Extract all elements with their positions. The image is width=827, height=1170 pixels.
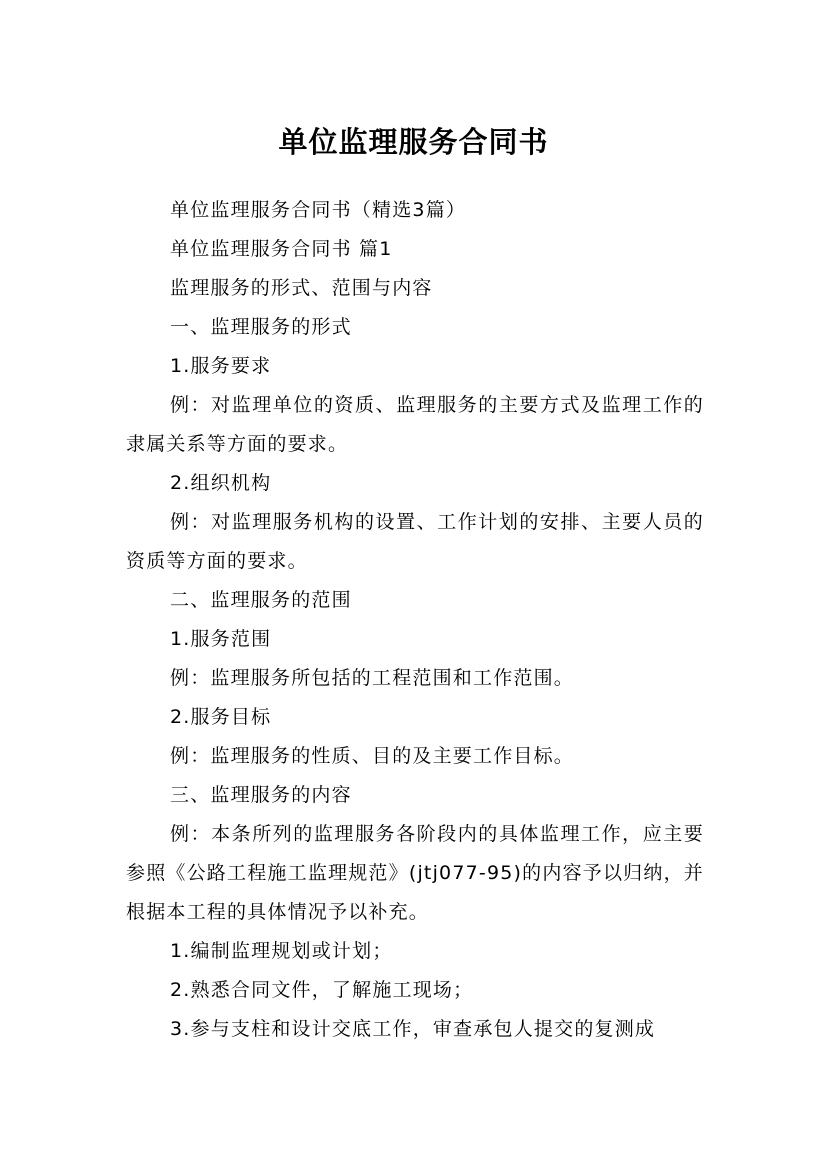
- subsection-heading: 1.服务要求: [170, 355, 272, 377]
- list-item: 2.熟悉合同文件，了解施工现场；: [170, 979, 474, 1001]
- list-item: 3.参与支柱和设计交底工作，审查承包人提交的复测成: [170, 1018, 656, 1040]
- paragraph: 例：对监理单位的资质、监理服务的主要方式及监理工作的隶属关系等方面的要求。: [126, 394, 704, 455]
- list-item: 1.编制监理规划或计划；: [170, 940, 393, 962]
- subsection-heading: 2.服务目标: [170, 706, 272, 728]
- paragraph: 单位监理服务合同书（精选3篇）: [170, 199, 467, 221]
- paragraph: 例：对监理服务机构的设置、工作计划的安排、主要人员的资质等方面的要求。: [126, 511, 704, 572]
- document-body: [126, 191, 704, 1049]
- paragraph: 例：本条所列的监理服务各阶段内的具体监理工作，应主要参照《公路工程施工监理规范》(jtj077-95)的内容予以归纳，并根据本工程的具体情况予以补充。: [126, 823, 704, 923]
- subsection-heading: 1.服务范围: [170, 628, 272, 650]
- paragraph: 例：监理服务所包括的工程范围和工作范围。: [170, 667, 575, 689]
- section-heading: 二、监理服务的范围: [170, 589, 352, 611]
- subsection-heading: 2.组织机构: [170, 472, 272, 494]
- paragraph: 监理服务的形式、范围与内容: [170, 277, 433, 299]
- paragraph: 例：监理服务的性质、目的及主要工作目标。: [170, 745, 575, 767]
- document-title: 单位监理服务合同书: [278, 125, 549, 160]
- paragraph: 单位监理服务合同书 篇1: [170, 238, 393, 260]
- section-heading: 一、监理服务的形式: [170, 316, 352, 338]
- section-heading: 三、监理服务的内容: [170, 784, 352, 806]
